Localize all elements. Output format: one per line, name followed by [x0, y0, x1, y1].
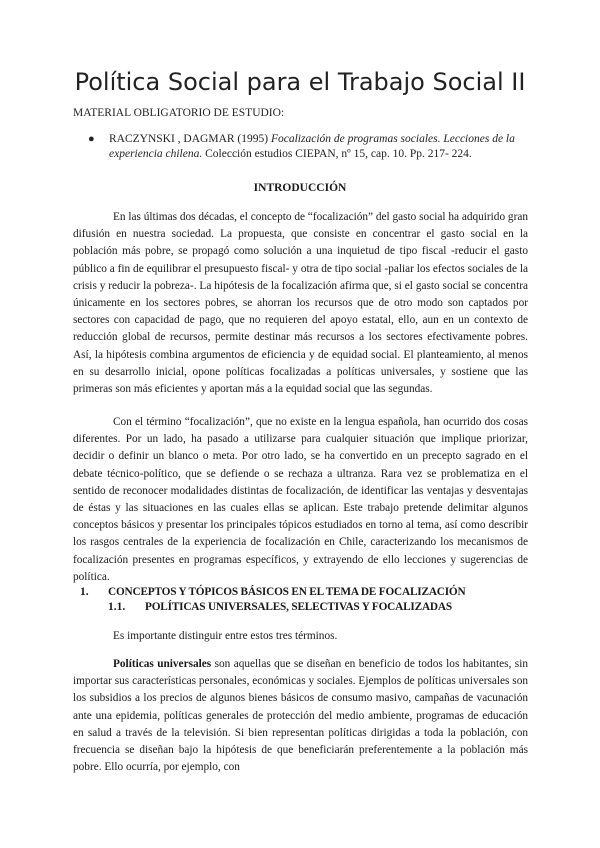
introduction-heading: INTRODUCCIÓN [253, 182, 347, 194]
bibliography-entry [109, 132, 529, 162]
paragraph: En las últimas dos décadas, el concepto de “focalización” del gasto social ha adquirido gran difusión en nuestra sociedad. La propuesta, que consiste en concentrar el gasto social en la población más pobre, se propagó como solución a una inquietud de tipo fiscal -reducir el gasto público a fin de equilibrar el presupuesto fiscal- y otra de tipo social -paliar los efectos sociales de la crisis y reducir la pobreza-. La hipótesis de la focalización afirma que, si el gasto social se concentra únicamente en los sectores pobres, se ahorran los recursos que de otro modo son captados por sectores con capacidad de pago, que no requieren del apoyo estatal, ello, aun en un contexto de reducción global de recursos, permite destinar más recursos a los sectores efectivamente pobres. Así, la hipótesis combina argumentos de eficiencia y de equidad social. El planteamiento, al menos en su desarrollo inicial, opone políticas focalizadas a políticas universales, y sostiene que las primeras son más eficientes y aportan más a la equidad social que las segundas. [73, 211, 529, 396]
subsection-title: POLÍTICAS UNIVERSALES, SELECTIVAS Y FOCALIZADAS [145, 601, 452, 613]
bibliography-work: Focalización de programas sociales. Lecciones de la experiencia chilena. [109, 133, 515, 160]
material-subtitle: MATERIAL OBLIGATORIO DE ESTUDIO: [73, 107, 285, 119]
paragraph: Con el término “focalización”, que no existe en la lengua española, han ocurrido dos cosas diferentes. Por un lado, ha pasado a utilizarse para cualquier situación que implique priorizar, decidir o definir un blanco o meta. Por otro lado, se ha convertido en un precepto sagrado en el debate técnico-político, que se defiende o se rechaza a ultranza. Rara vez se problematiza en el sentido de reconocer modalidades distintas de focalización, de identificar las ventajas y desventajas de éstas y las situaciones en las cuales ellas se aplican. Este trabajo pretende delimitar algunos conceptos básicos y presentar los principales tópicos estudiados en torno al tema, así como describir los rasgos centrales de la experiencia de focalización en Chile, caracterizando los mecanismos de focalización presentes en programas específicos, y extrayendo de ello lecciones y sugerencias de política. [73, 416, 528, 583]
page-title: Política Social para el Trabajo Social II [74, 68, 526, 96]
paragraph [73, 656, 528, 776]
bullet-icon: ● [88, 133, 95, 145]
bibliography-author: RACZYNSKI , DAGMAR (1995) [109, 133, 269, 145]
defined-term: Políticas universales [113, 658, 212, 670]
paragraph-text: son aquellas que se diseñan en beneficio de todos los habitantes, sin importar sus características personales, económicas y sociales. Ejemplos de políticas universales son los subsidios a los precios de algunos bienes básicos de consumo masivo, campañas de vacunación ante una epidemia, políticas generales de protección del medio ambiente, programas de educación en salud a través de la televisión. Si bien representan políticas dirigidas a toda la población, con frecuencia se diseñan bajo la hipótesis de que beneficiarán preferentemente a la población más pobre. Ello ocurría, por ejemplo, con [73, 658, 528, 774]
subsection-number: 1.1. [108, 601, 126, 613]
section-title: CONCEPTOS Y TÓPICOS BÁSICOS EN EL TEMA DE FOCALIZACIÓN [108, 586, 466, 598]
paragraph: Es importante distinguir entre estos tres términos. [113, 630, 338, 642]
bibliography-details: Colección estudios CIEPAN, nº 15, cap. 10. Pp. 217- 224. [205, 148, 472, 160]
section-number: 1. [80, 586, 89, 598]
